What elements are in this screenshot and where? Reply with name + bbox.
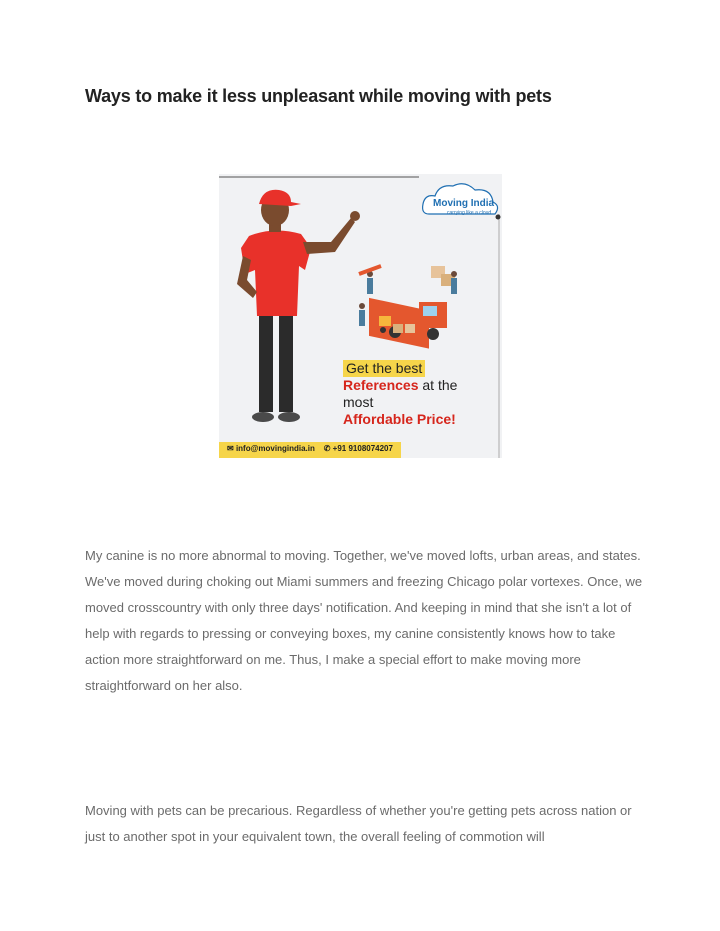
contact-text	[227, 444, 393, 453]
contact-phone: +91 9108074207	[332, 444, 393, 453]
headline-at-the: at the	[418, 377, 458, 393]
mail-icon: ✉	[227, 444, 234, 453]
banner-headline	[343, 360, 457, 428]
page-title: Ways to make it less unpleasant while moving with pets	[85, 86, 552, 106]
logo-tagline: carrying like a cloud	[447, 210, 492, 216]
paragraph-1: My canine is no more abnormal to moving. Together, we've moved lofts, urban areas, and states. We've moved during choking out Miami summers and freezing Chicago polar vortexes. Once, we moved crosscountry with only three days' notification. And keeping in mind that she isn't a lot of help with regards to pressing or conveying boxes, my canine consistently knows how to take action more straightforward on me. Thus, I make a special effort to make moving more straightforward on her also.	[85, 548, 643, 693]
contact-email: info@movingindia.in	[235, 444, 315, 453]
headline-most: most	[343, 394, 374, 410]
phone-icon: ✆	[323, 444, 331, 453]
headline-affordable-price: Affordable Price!	[343, 411, 456, 427]
headline-references: References	[343, 377, 419, 393]
contact-bar	[219, 442, 502, 458]
paragraph-2: Moving with pets can be precarious. Regardless of whether you're getting pets across nation or just to another spot in your equivalent town, the overall feeling of commotion will	[85, 803, 632, 844]
moving-truck-icon	[359, 266, 457, 349]
logo-name: Moving India	[433, 198, 495, 209]
man-red-shirt	[241, 230, 311, 316]
headline-line-1: Get the best	[343, 360, 425, 377]
promo-banner-image	[219, 174, 502, 458]
